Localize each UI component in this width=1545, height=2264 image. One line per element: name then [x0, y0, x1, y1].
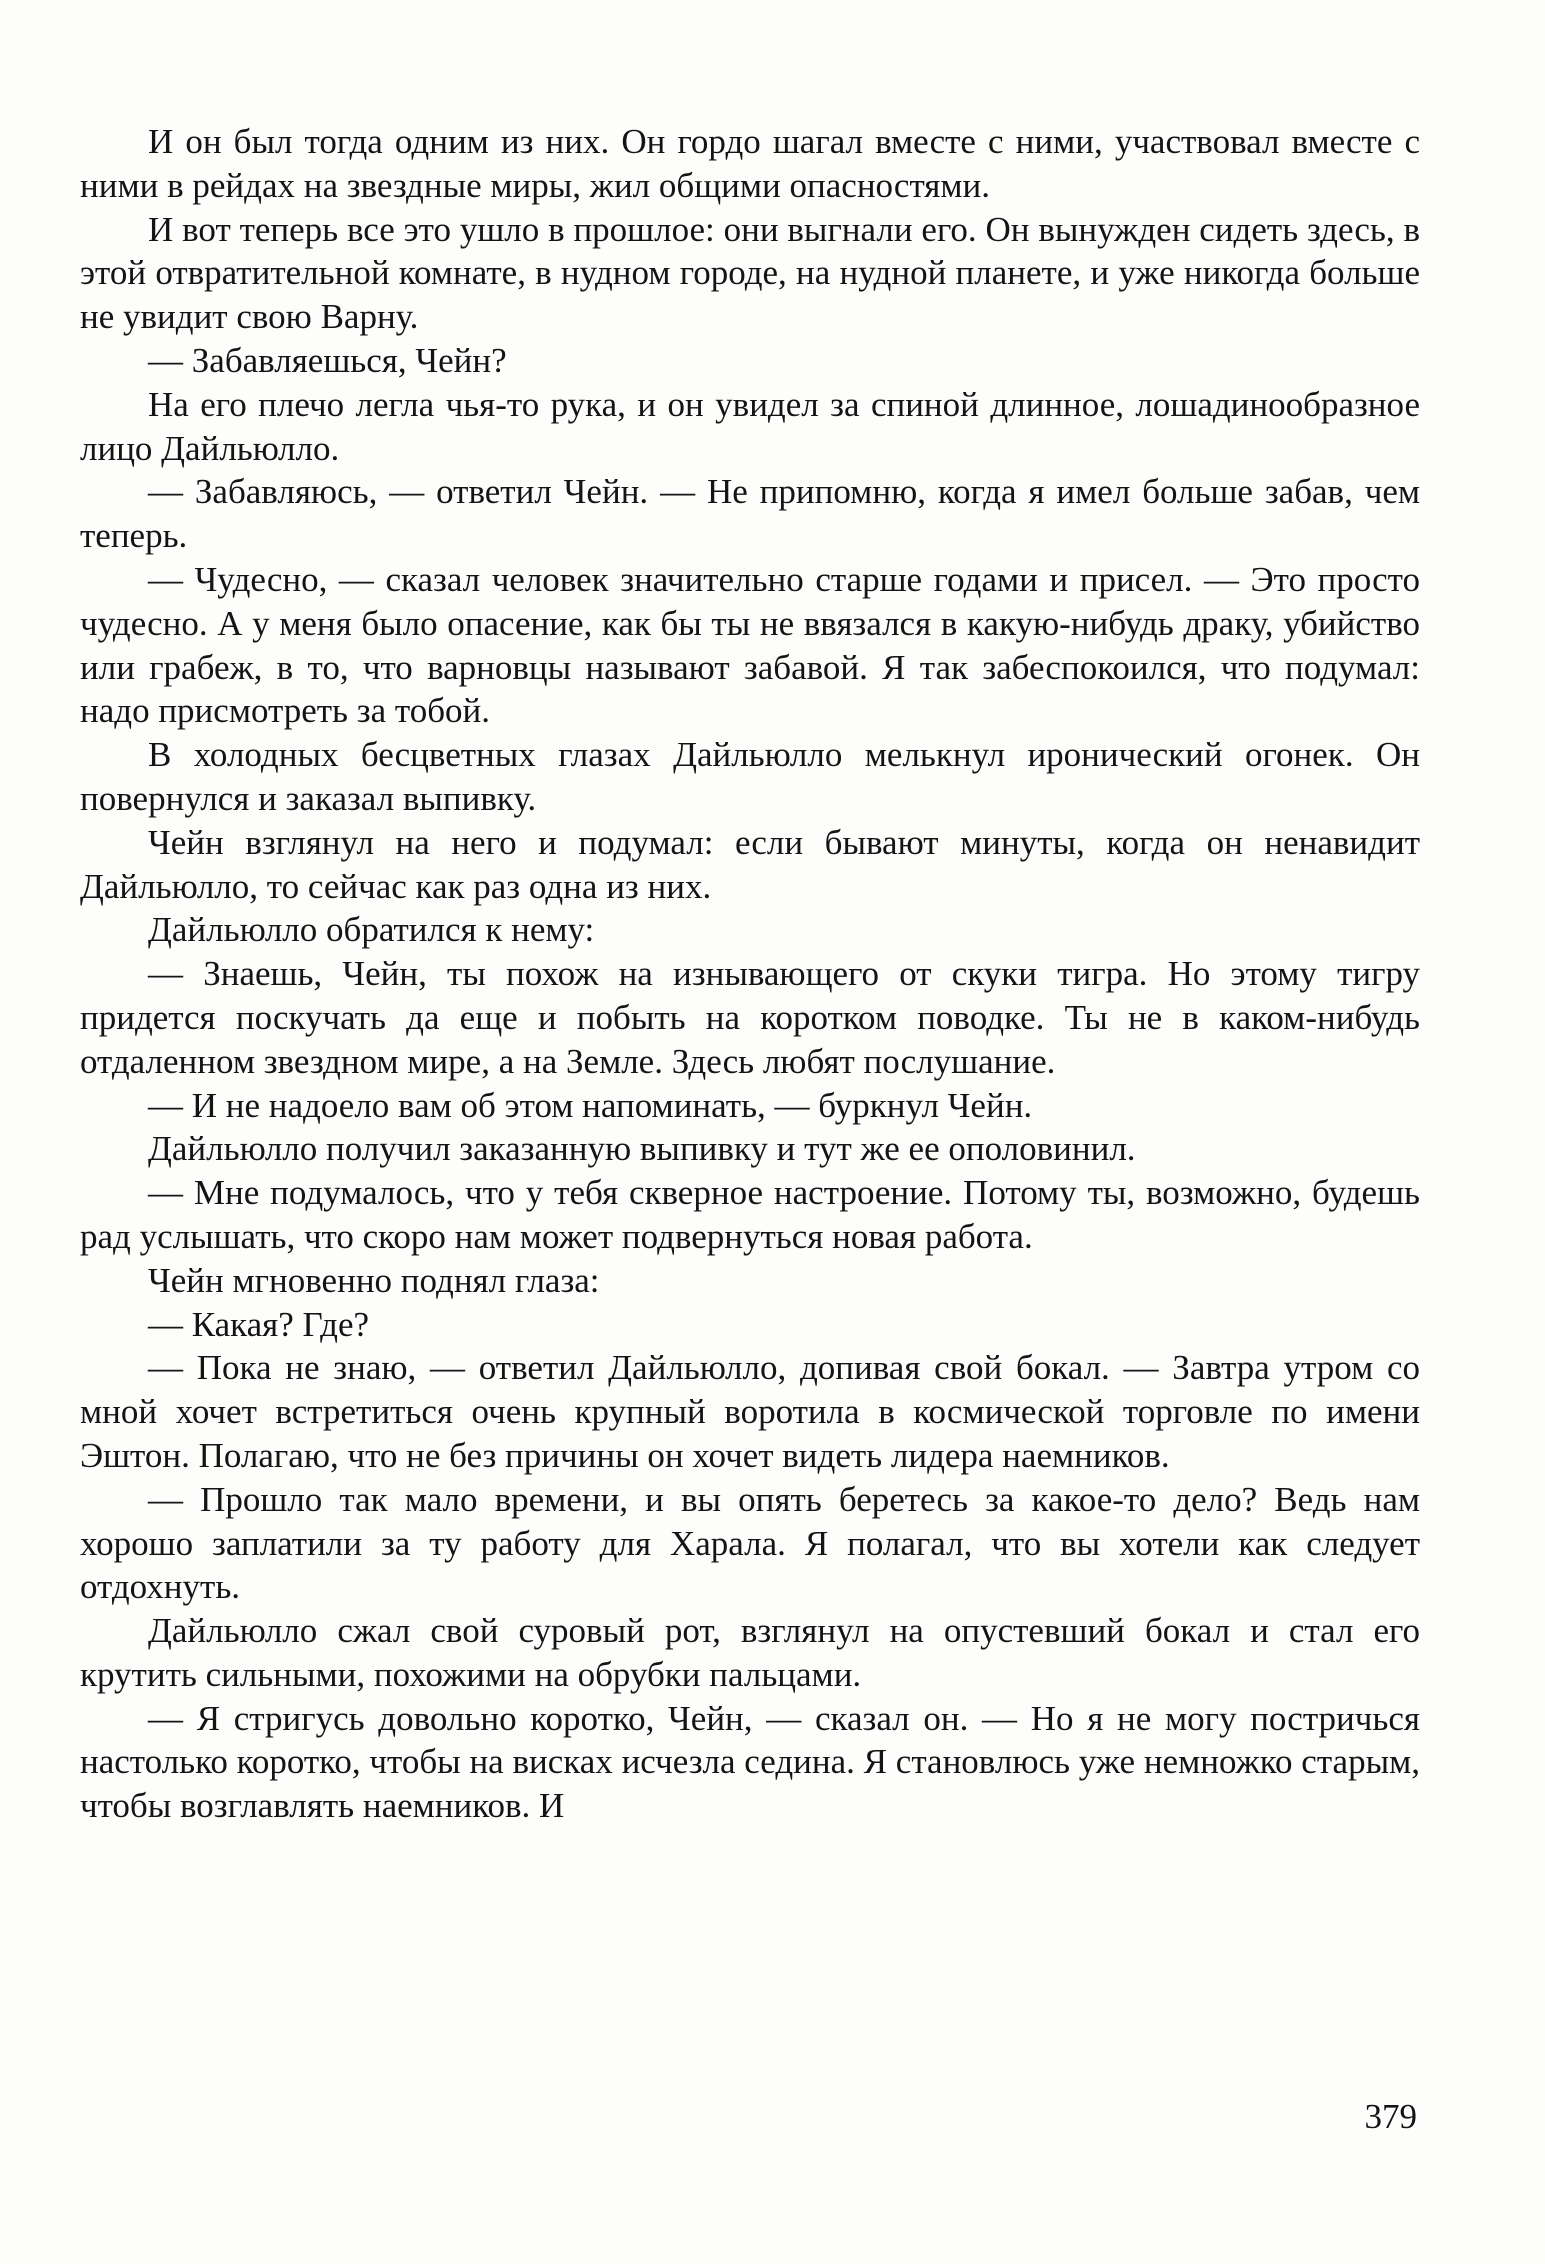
- paragraph: На его плечо легла чья-то рука, и он увидел за спиной длинное, лошадинообразное лицо Дайльюлло.: [80, 384, 1420, 468]
- paragraph: — Мне подумалось, что у тебя скверное настроение. Потому ты, возможно, будешь рад услышать, что скоро нам может подвернуться новая работа.: [80, 1173, 1420, 1256]
- paragraph: — Пока не знаю, — ответил Дайльюлло, допивая свой бокал. — Завтра утром со мной хочет встретиться очень крупный воротила в космической торговле по имени Эштон. Полагаю, что не без причины он хочет видеть лидера наемников.: [80, 1348, 1420, 1475]
- paragraph: В холодных бесцветных глазах Дайльюлло мелькнул иронический огонек. Он повернулся и заказал выпивку.: [80, 735, 1420, 818]
- paragraph: И он был тогда одним из них. Он гордо шагал вместе с ними, участвовал вместе с ними в рейдах на звездные миры, жил общими опасностями.: [80, 122, 1420, 205]
- paragraph: — Я стригусь довольно коротко, Чейн, — сказал он. — Но я не могу постричься настолько коротко, чтобы на висках исчезла седина. Я становлюсь уже немножко старым, чтобы возглавлять наемников. И: [80, 1698, 1420, 1826]
- paragraph: И вот теперь все это ушло в прошлое: они выгнали его. Он вынужден сидеть здесь, в этой отвратительной комнате, в нудном городе, на нудной планете, и уже никогда больше не увидит свою Варну.: [80, 209, 1420, 337]
- body-text: [80, 120, 1420, 1828]
- page-number: 379: [1364, 2097, 1417, 2136]
- paragraph: — Знаешь, Чейн, ты похож на изнывающего от скуки тигра. Но этому тигру придется поскучать да еще и побыть на коротком поводке. Ты не в каком-нибудь отдаленном звездном мире, а на Земле. Здесь любят послушание.: [80, 954, 1420, 1081]
- paragraph: Чейн взглянул на него и подумал: если бывают минуты, когда он ненавидит Дайльюлло, то сейчас как раз одна из них.: [80, 822, 1420, 906]
- paragraph: — Забавляешься, Чейн?: [148, 340, 507, 380]
- paragraph: Дайльюлло обратился к нему:: [148, 910, 595, 950]
- paragraph: — И не надоело вам об этом напоминать, — буркнул Чейн.: [148, 1085, 1033, 1125]
- paragraph: — Забавляюсь, — ответил Чейн. — Не припомню, когда я имел больше забав, чем теперь.: [80, 472, 1420, 556]
- paragraph: Чейн мгновенно поднял глаза:: [148, 1260, 600, 1300]
- paragraph: Дайльюлло сжал свой суровый рот, взглянул на опустевший бокал и стал его крутить сильными, похожими на обрубки пальцами.: [80, 1611, 1420, 1694]
- paragraph: — Какая? Где?: [148, 1304, 370, 1344]
- paragraph: Дайльюлло получил заказанную выпивку и тут же ее ополовинил.: [148, 1129, 1136, 1169]
- paragraph: — Чудесно, — сказал человек значительно старше годами и присел. — Это просто чудесно. А у меня было опасение, как бы ты не ввязался в какую-нибудь драку, убийство или грабеж, в то, что варновцы называют забавой. Я так забеспокоился, что подумал: надо присмотреть за тобой.: [80, 559, 1420, 731]
- paragraph: — Прошло так мало времени, и вы опять беретесь за какое-то дело? Ведь нам хорошо заплатили за ту работу для Харала. Я полагал, что вы хотели как следует отдохнуть.: [80, 1479, 1420, 1607]
